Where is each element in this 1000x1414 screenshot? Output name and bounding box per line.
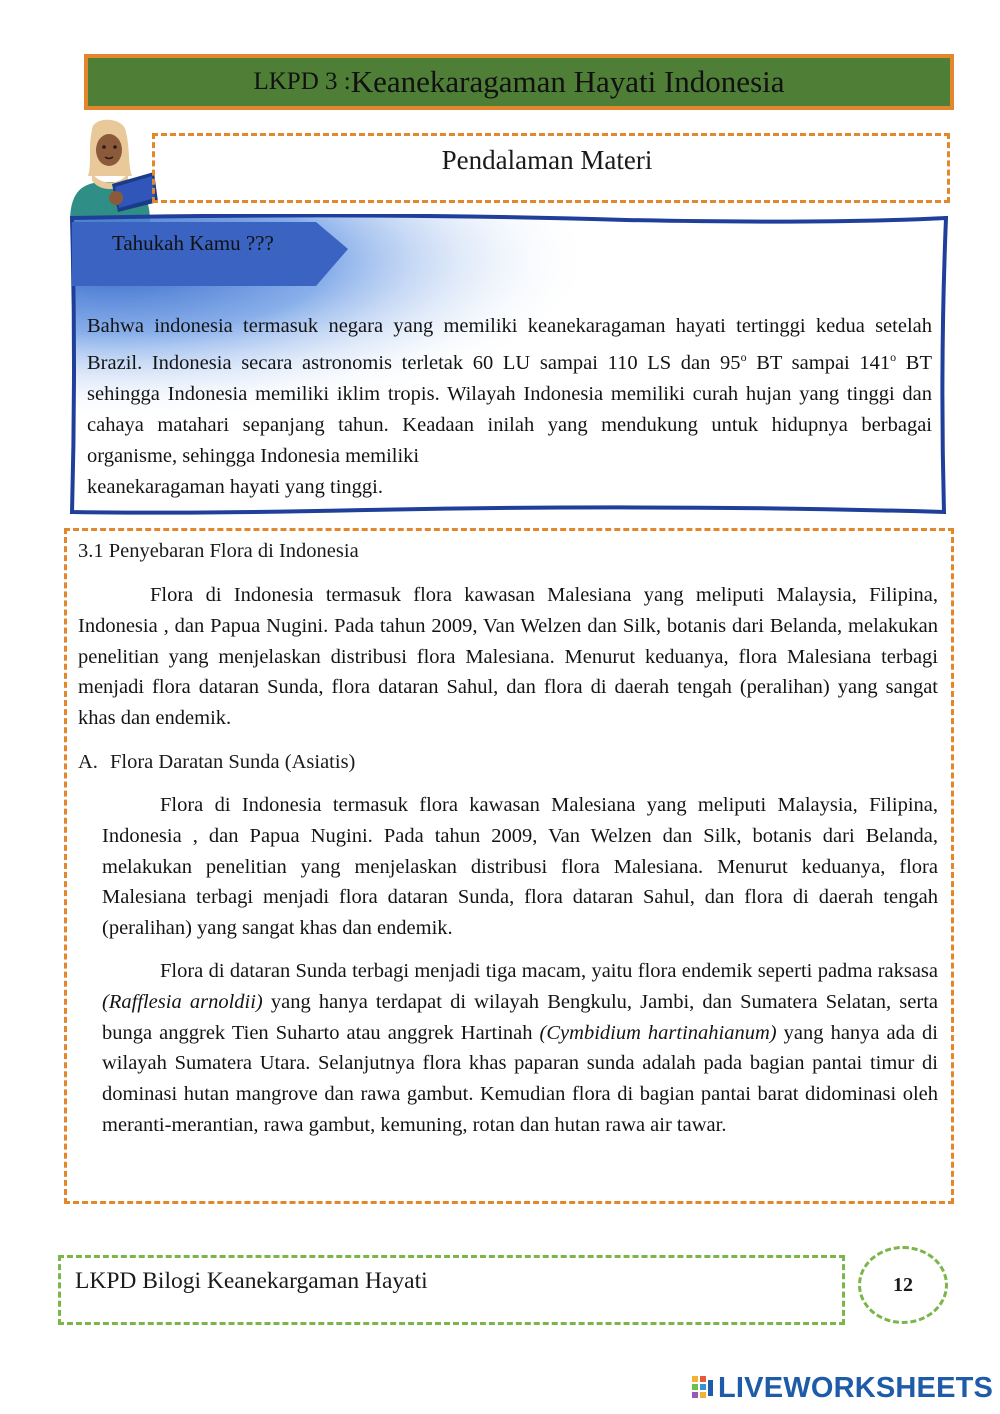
subsection-number: A. [78, 751, 98, 773]
degree-2: o [890, 350, 897, 364]
page-number: 12 [858, 1246, 948, 1324]
paragraph-1: Flora di Indonesia termasuk flora kawasan Malesiana yang meliputi Malaysia, Filipina, Indonesia , dan Papua Nugini. Pada tahun 2009, Van Welzen dan Silk, botanis dari Belanda, melakukan penelitian yang menjelaskan distribusi flora Malesiana. Menurut keduanya, flora Malesiana terbagi menjadi flora dataran Sunda, flora dataran Sahul, dan flora di daerah tengah (peralihan) yang sangat khas dan endemik. [78, 584, 938, 730]
brand-name: LIVEWORKSHEETS [718, 1371, 994, 1404]
scientific-name-1: (Rafflesia arnoldii) [102, 990, 263, 1013]
info-tag: Tahukah Kamu ??? [112, 231, 274, 255]
info-text-2: BT sampai 141 [746, 351, 891, 374]
paragraph-3-b: yang hanya terdapat di wilayah Bengkulu, Jambi, dan Sumatera Selatan, serta bunga anggrek Tien Suharto atau anggrek Hartinah [102, 990, 938, 1044]
paragraph-3-a: Flora di dataran Sunda terbagi menjadi tiga macam, yaitu flora endemik seperti padma raksasa [160, 960, 938, 982]
reading-student-icon [62, 114, 160, 222]
paragraph-3-c: yang hanya ada di wilayah Sumatera Utara. Selanjutnya flora khas paparan sunda adalah pada bagian pantai timur di dominasi hutan mangrove dan rawa gambut. Kemudian flora di bagian pantai barat didominasi oleh meranti-merantian, rawa gambut, kemuning, rotan dan hutan rawa air tawar. [102, 1021, 938, 1136]
page-title: Keanekaragaman Hayati Indonesia [350, 64, 785, 99]
subtitle-box [152, 133, 950, 203]
liveworksheets-logo-icon [692, 1376, 714, 1400]
subsection-heading [78, 751, 355, 774]
section-heading: 3.1 Penyebaran Flora di Indonesia [78, 540, 359, 562]
info-text-1: Bahwa indonesia termasuk negara yang memiliki keanekaragaman hayati tertinggi kedua setelah Brazil. Indonesia secara astronomis terletak 60 LU sampai 110 LS dan 95 [87, 315, 932, 374]
info-text-3: BT sehingga Indonesia memiliki iklim tropis. Wilayah Indonesia memiliki curah hujan yang tinggi dan cahaya matahari sepanjang tahun. Keadaan inilah yang mendukung untuk hidupnya berbagai organisme, sehingga Indonesia memiliki [87, 351, 932, 467]
info-text [87, 311, 932, 503]
title-bar [84, 54, 954, 110]
info-text-4: keanekaragaman hayati yang tinggi. [87, 475, 383, 498]
degree-1: o [740, 350, 747, 364]
footer-box [58, 1255, 845, 1325]
scientific-name-2: (Cymbidium hartinahianum) [539, 1021, 777, 1044]
footer-label: LKPD Bilogi Keanekargaman Hayati [75, 1268, 428, 1294]
section-subtitle: Pendalaman Materi [441, 144, 653, 175]
title-prefix: LKPD 3 : [253, 68, 351, 95]
paragraph-3 [102, 956, 938, 1141]
subsection-title: Flora Daratan Sunda (Asiatis) [110, 751, 356, 773]
brand-logo-link[interactable] [692, 1370, 993, 1406]
paragraph-2: Flora di Indonesia termasuk flora kawasan Malesiana yang meliputi Malaysia, Filipina, Indonesia , dan Papua Nugini. Pada tahun 2009, Van Welzen dan Silk, botanis dari Belanda, melakukan penelitian yang menjelaskan distribusi flora Malesiana. Menurut keduanya, flora Malesiana terbagi menjadi flora dataran Sunda, flora dataran Sahul, dan flora di daerah tengah (peralihan) yang sangat khas dan endemik. [102, 794, 938, 940]
